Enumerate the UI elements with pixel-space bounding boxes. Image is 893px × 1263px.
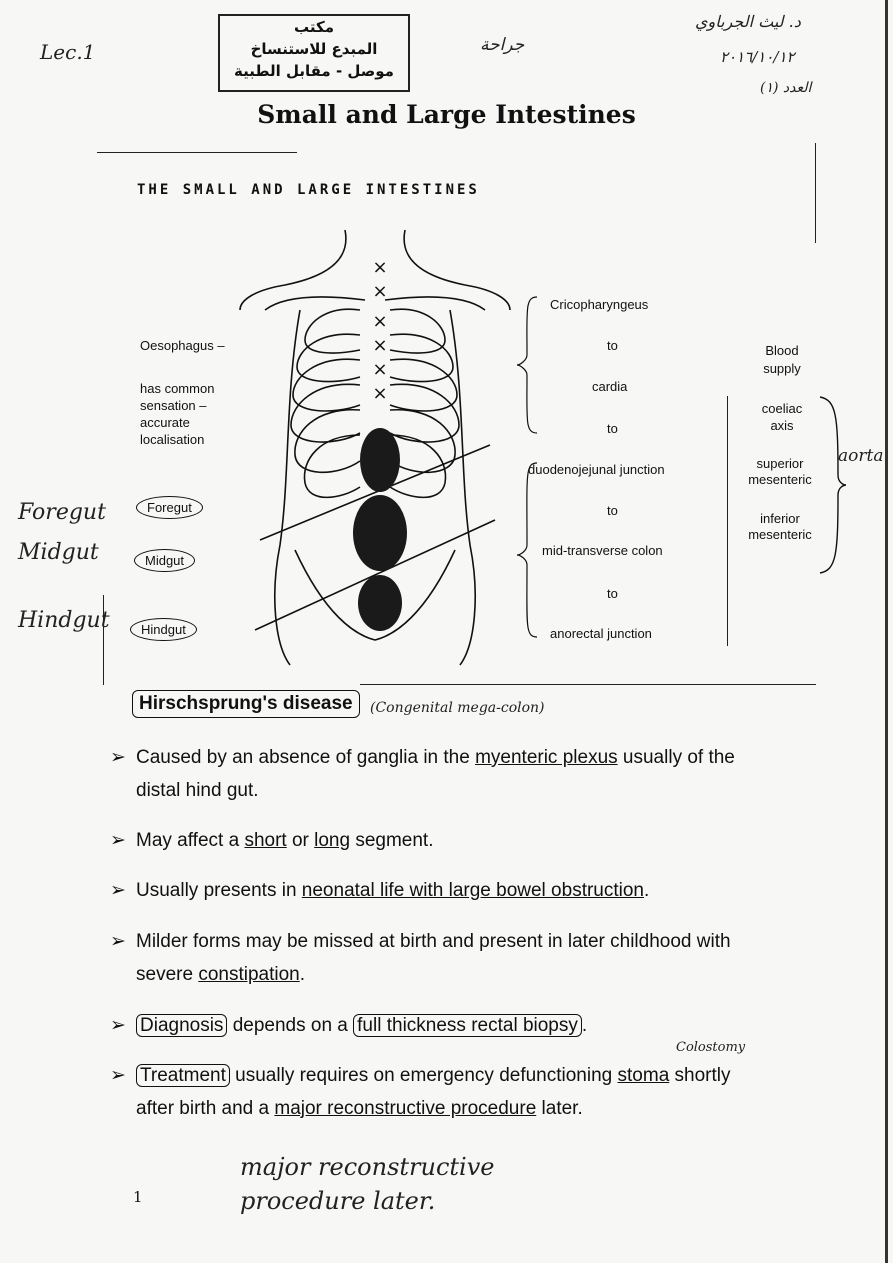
arrow-bullet-icon: ➢ bbox=[110, 1065, 126, 1086]
bullet-3 bbox=[110, 874, 770, 907]
bullet-6-stoma: stoma bbox=[617, 1065, 670, 1086]
aorta-bracket bbox=[818, 395, 848, 575]
bullet-1-text-end: usually of the distal hind gut. bbox=[136, 747, 735, 801]
section-heading: Hirschsprung's disease bbox=[132, 690, 360, 718]
handwritten-date: ٢٠١٦/١٠/١٢ bbox=[720, 48, 795, 66]
bullet-1-text: Caused by an absence of ganglia in the bbox=[136, 747, 476, 768]
svg-text:×: × bbox=[372, 383, 388, 404]
handwritten-vertical-line bbox=[103, 595, 104, 685]
bullet-5-diagnosis: Diagnosis bbox=[136, 1014, 227, 1037]
page-title: Small and Large Intestines bbox=[257, 100, 636, 129]
handwritten-midgut: Midgut bbox=[18, 540, 99, 565]
right-edge-line bbox=[885, 0, 888, 1263]
bullet-2-short: short bbox=[244, 830, 287, 851]
bullet-2 bbox=[110, 824, 770, 857]
bullet-3-text-end: . bbox=[644, 880, 650, 901]
landmark-cricopharyngeus: Cricopharyngeus bbox=[550, 297, 649, 312]
bullet-4-text-end: . bbox=[299, 964, 305, 985]
oesophagus-label: Oesophagus – bbox=[140, 338, 225, 353]
stamp-box bbox=[218, 14, 410, 92]
blood-supply-inferior-mesenteric: inferior mesenteric bbox=[748, 511, 812, 542]
blood-supply-superior-mesenteric: superior mesenteric bbox=[748, 456, 812, 487]
stamp-line-3: موصل - مقابل الطبية bbox=[234, 62, 394, 80]
handwritten-aorta: aorta bbox=[838, 446, 884, 466]
handwritten-foregut: Foregut bbox=[18, 500, 106, 525]
bullet-4-text: Milder forms may be missed at birth and present in later childhood with severe bbox=[136, 931, 731, 985]
arrow-bullet-icon: ➢ bbox=[110, 880, 126, 901]
bullet-4 bbox=[110, 925, 770, 991]
handwritten-hindgut: Hindgut bbox=[18, 608, 110, 633]
bullet-5 bbox=[110, 1009, 770, 1042]
blood-supply-divider bbox=[727, 396, 728, 646]
bullet-6-treatment: Treatment bbox=[136, 1064, 230, 1087]
page-number: 1 bbox=[133, 1188, 143, 1206]
landmark-to-3: to bbox=[607, 503, 618, 518]
landmark-cardia: cardia bbox=[592, 379, 628, 394]
landmark-to-1: to bbox=[607, 338, 618, 353]
handwritten-subject: جراحة bbox=[480, 35, 525, 55]
blood-supply-title: Blood supply bbox=[763, 343, 801, 376]
bullet-2-or: or bbox=[286, 830, 315, 851]
handwritten-footer-note: major reconstructive procedure later. bbox=[240, 1153, 495, 1215]
handwritten-colostomy: Colostomy bbox=[676, 1040, 746, 1055]
bullet-1 bbox=[110, 741, 770, 807]
torso-diagram bbox=[225, 215, 525, 685]
landmark-anorectal-junction: anorectal junction bbox=[550, 626, 652, 641]
bullet-6-text-mid: shortly after birth and a bbox=[136, 1065, 731, 1119]
stamp-line-1: مكتب bbox=[293, 18, 334, 36]
bullet-6-text: usually requires on emergency defunctioning bbox=[229, 1065, 618, 1086]
arrow-bullet-icon: ➢ bbox=[110, 747, 126, 768]
svg-text:×: × bbox=[372, 257, 388, 278]
divider-top bbox=[97, 152, 297, 153]
arrow-bullet-icon: ➢ bbox=[110, 931, 126, 952]
bullet-4-constipation: constipation bbox=[198, 964, 300, 985]
landmark-to-2: to bbox=[607, 421, 618, 436]
arrow-bullet-icon: ➢ bbox=[110, 1015, 126, 1036]
bullet-6-procedure: major reconstructive procedure bbox=[274, 1098, 537, 1119]
bullet-1-underline: myenteric plexus bbox=[475, 747, 618, 768]
divider-vertical bbox=[815, 143, 816, 243]
bullet-5-text: depends on a bbox=[227, 1015, 354, 1036]
handwritten-issue-number: العدد (١) bbox=[760, 80, 812, 96]
landmark-mid-transverse-colon: mid-transverse colon bbox=[542, 543, 663, 558]
bullet-2-text-end: segment. bbox=[350, 830, 434, 851]
blood-supply-coeliac: coeliac axis bbox=[761, 401, 803, 433]
arrow-bullet-icon: ➢ bbox=[110, 830, 126, 851]
svg-text:×: × bbox=[372, 359, 388, 380]
bullet-5-biopsy: full thickness rectal biopsy bbox=[353, 1014, 582, 1037]
bullet-2-text: May affect a bbox=[136, 830, 245, 851]
region-foregut: Foregut bbox=[136, 496, 203, 519]
stamp-line-2: المبدع للاستنساخ bbox=[250, 40, 378, 58]
figure-heading: THE SMALL AND LARGE INTESTINES bbox=[137, 182, 480, 198]
bullet-3-text: Usually presents in bbox=[136, 880, 302, 901]
landmark-to-4: to bbox=[607, 586, 618, 601]
region-midgut: Midgut bbox=[134, 549, 195, 572]
handwritten-congenital-megacolon: (Congenital mega-colon) bbox=[370, 700, 545, 716]
bullet-3-underline: neonatal life with large bowel obstruction bbox=[301, 880, 645, 901]
bullet-5-text-end: . bbox=[581, 1015, 588, 1036]
bullet-6 bbox=[110, 1059, 770, 1125]
bullet-2-long: long bbox=[314, 830, 351, 851]
handwritten-lecture-number: Lec.1 bbox=[40, 40, 96, 64]
handwritten-doctor-name: د. ليث الجرباوي bbox=[695, 12, 801, 31]
region-hindgut: Hindgut bbox=[130, 618, 197, 641]
bullet-6-text-end: later. bbox=[536, 1098, 583, 1119]
sensation-label: has common sensation – accurate localisation bbox=[140, 381, 215, 447]
svg-text:×: × bbox=[372, 311, 388, 332]
svg-text:×: × bbox=[372, 335, 388, 356]
svg-text:×: × bbox=[372, 281, 388, 302]
landmark-duodenojejunal: duodenojejunal junction bbox=[528, 462, 665, 477]
